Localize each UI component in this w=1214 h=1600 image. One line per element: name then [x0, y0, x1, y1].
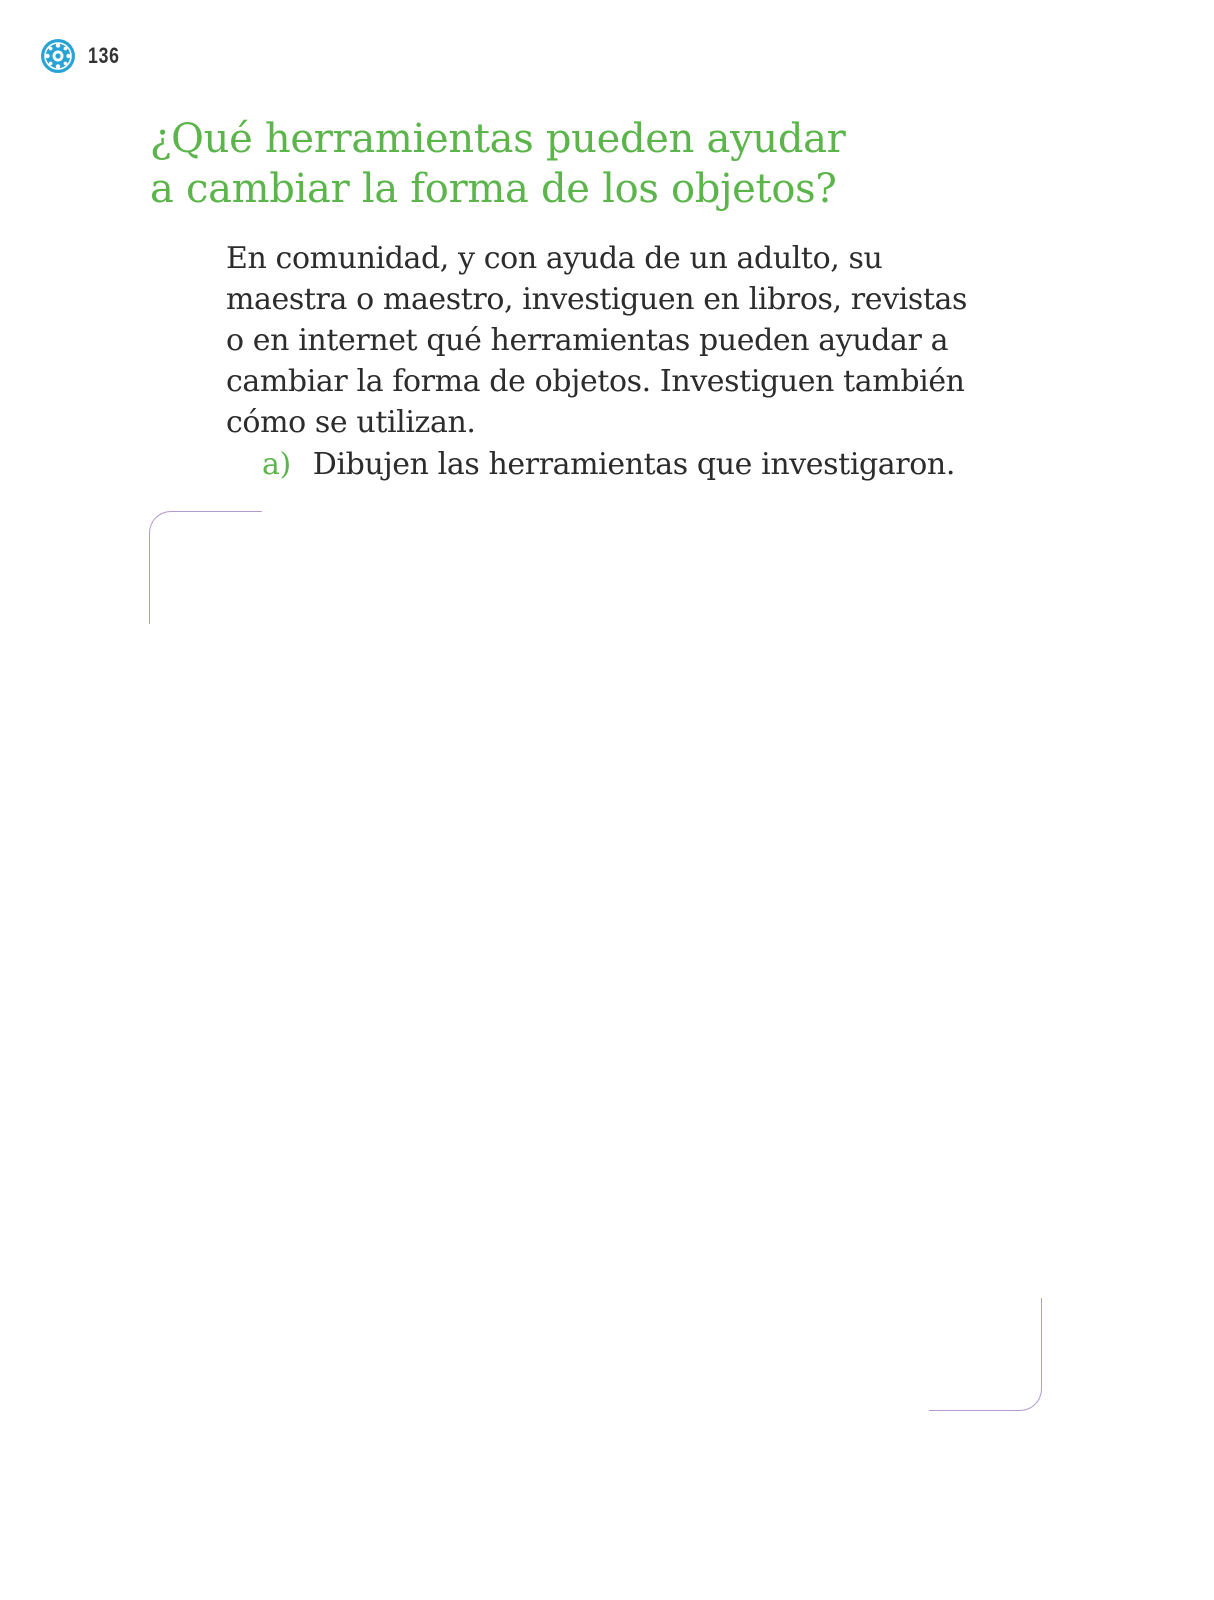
instructions-line: cómo se utilizan. — [226, 405, 476, 440]
instructions-line: En comunidad, y con ayuda de un adulto, su — [226, 241, 883, 276]
instructions-line: o en internet qué herramientas pueden ayudar a — [226, 323, 949, 358]
ornamental-rosette-icon — [40, 38, 76, 74]
section-title-line-2: a cambiar la forma de los objetos? — [150, 166, 837, 212]
section-title — [150, 114, 910, 214]
drawing-frame-bottom-right-corner — [929, 1298, 1042, 1411]
section-title-line-1: ¿Qué herramientas pueden ayudar — [150, 116, 846, 162]
activity-item-a — [262, 444, 955, 485]
drawing-frame-top-left-corner — [149, 511, 262, 624]
page-number: 136 — [88, 43, 120, 68]
drawing-area[interactable] — [149, 511, 1042, 1411]
activity-text: Dibujen las herramientas que investigaron. — [312, 447, 955, 482]
instructions-line: cambiar la forma de objetos. Investiguen también — [226, 364, 965, 399]
activity-marker: a) — [262, 447, 291, 482]
instructions-paragraph — [226, 238, 1006, 443]
page-header — [40, 38, 128, 74]
instructions-line: maestra o maestro, investiguen en libros, revistas — [226, 282, 967, 317]
